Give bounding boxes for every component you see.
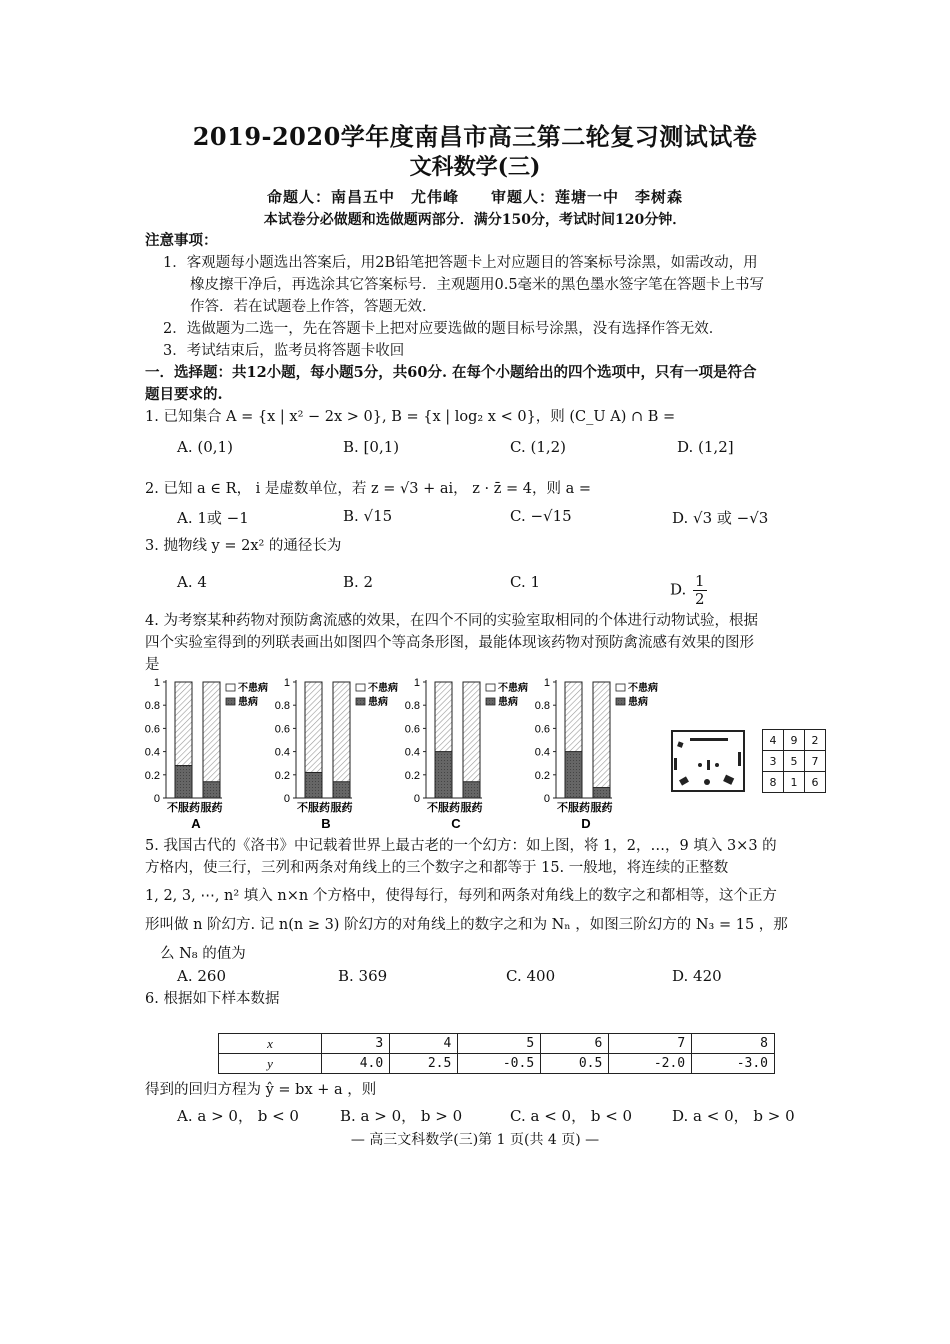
bar-sick	[435, 752, 452, 798]
q3-fraction-den: 2	[695, 590, 705, 608]
magic-square-cell: 9	[784, 730, 804, 750]
y-tick-label: 0.4	[534, 746, 550, 759]
q6-after: 得到的回归方程为 ŷ = bx + a ，则	[145, 1082, 377, 1098]
note-1-line-1: 1．客观题每小题选出答案后，用2B铅笔把答题卡上对应题目的答案标号涂黑，如需改动，用	[163, 255, 758, 271]
q6-option-b: B. a > 0， b > 0	[340, 1107, 463, 1125]
x-cell: 8	[692, 1034, 775, 1054]
y-tick-label: 1	[153, 677, 160, 689]
q6-option-d: D. a < 0， b > 0	[672, 1107, 795, 1125]
q3-stem: 3. 抛物线 y = 2x² 的通径长为	[145, 538, 342, 554]
q2-option-c: C. −√15	[510, 507, 572, 525]
chart-title: C	[451, 816, 461, 831]
y-cell: -3.0	[692, 1054, 775, 1074]
category-label: 服药	[200, 801, 223, 814]
notes-heading: 注意事项：	[145, 232, 218, 249]
magic-square-cell: 2	[805, 730, 825, 750]
y-tick-label: 0	[543, 793, 550, 805]
legend-swatch	[226, 698, 235, 705]
magic-square	[762, 729, 826, 792]
q5-line-1: 5. 我国古代的《洛书》中记载着世界上最古老的一个幻方：如上图，将 1，2，…，9 填入 3×3 的	[145, 838, 777, 854]
note-2: 2．选做题为二选一，先在答题卡上把对应要选做的题目标号涂黑，没有选择作答无效．	[163, 321, 724, 337]
page-footer: — 高三文科数学(三)第 1 页(共 4 页) —	[350, 1132, 600, 1148]
bar-sick	[305, 772, 322, 798]
q5-option-c: C. 400	[506, 967, 556, 985]
intro-line: 本试卷分必做题和选做题两部分．满分150分，考试时间120分钟．	[263, 212, 687, 228]
legend-label: 患病	[498, 697, 518, 708]
legend-swatch	[486, 698, 495, 705]
y-tick-label: 1	[413, 677, 420, 689]
y-cell: 0.5	[541, 1054, 609, 1074]
exam-title: 2019-2020学年度南昌市高三第二轮复习测试试卷	[192, 122, 758, 151]
bar-sick	[203, 782, 220, 798]
bar-sick	[175, 766, 192, 798]
q1-option-a: A. (0,1)	[177, 438, 233, 456]
legend-label: 不患病	[498, 683, 528, 694]
x-cell: 5	[458, 1034, 541, 1054]
magic-square-cell: 6	[805, 772, 825, 792]
q2-option-d: D. √3 或 −√3	[672, 509, 769, 527]
y-tick-label: 0	[413, 793, 420, 805]
bar-sick	[333, 782, 350, 798]
q3-fraction	[693, 573, 707, 608]
legend-label: 不患病	[368, 683, 398, 694]
legend-swatch	[356, 698, 365, 705]
q1-option-d: D. (1,2]	[677, 438, 734, 456]
y-cell: -2.0	[609, 1054, 692, 1074]
category-label: 不服药	[297, 801, 330, 814]
q6-stem: 6. 根据如下样本数据	[145, 991, 280, 1007]
y-cell: -0.5	[458, 1054, 541, 1074]
y-tick-label: 0.8	[404, 700, 420, 713]
chart-A	[145, 677, 268, 831]
y-tick-label: 0.4	[404, 746, 420, 759]
q5-line-3: 1, 2, 3, ⋯, n² 填入 n×n 个方格中，使得每行，每列和两条对角线上的数字之和都相等，这个正方	[145, 888, 777, 904]
table-row-y	[219, 1054, 775, 1074]
y-tick-label: 0.8	[534, 700, 550, 713]
q3-option-d	[670, 573, 707, 608]
authors-line: 命题人：南昌五中 尤伟峰 审题人：莲塘一中 李树森	[266, 188, 683, 206]
y-header: y	[219, 1054, 322, 1074]
y-tick-label: 0.6	[144, 723, 160, 736]
category-label: 不服药	[427, 801, 460, 814]
q2-option-b: B. √15	[343, 507, 393, 525]
legend-label: 患病	[628, 697, 648, 708]
q5-line-5: 么 N₈ 的值为	[160, 946, 246, 962]
section-1-line-2: 题目要求的.	[145, 386, 223, 403]
table-row-x	[219, 1034, 775, 1054]
sample-data-table	[218, 1033, 775, 1074]
y-cell: 2.5	[390, 1054, 458, 1074]
x-cell: 3	[322, 1034, 390, 1054]
q1-stem: 1. 已知集合 A = {x | x² − 2x > 0}, B = {x | log₂ x < 0}，则 (C_U A) ∩ B =	[145, 409, 676, 425]
bar-sick	[593, 788, 610, 798]
q3-option-c: C. 1	[510, 573, 541, 591]
q4-line-3: 是	[145, 657, 160, 673]
q3-option-a: A. 4	[177, 573, 207, 591]
legend-swatch	[226, 684, 235, 691]
y-tick-label: 0.4	[274, 746, 290, 759]
magic-square-cell: 3	[763, 751, 783, 771]
y-tick-label: 0.6	[274, 723, 290, 736]
q5-option-a: A. 260	[177, 967, 226, 985]
y-tick-label: 0.6	[404, 723, 420, 736]
q3-option-b: B. 2	[343, 573, 374, 591]
y-tick-label: 0	[283, 793, 290, 805]
x-cell: 6	[541, 1034, 609, 1054]
category-label: 服药	[330, 801, 353, 814]
q5-option-d: D. 420	[672, 967, 722, 985]
legend-swatch	[356, 684, 365, 691]
category-label: 不服药	[557, 801, 590, 814]
legend-label: 患病	[368, 697, 388, 708]
chart-title: A	[191, 816, 201, 831]
magic-square-cell: 7	[805, 751, 825, 771]
category-label: 服药	[590, 801, 613, 814]
q6-option-c: C. a < 0， b < 0	[510, 1107, 633, 1125]
legend-swatch	[616, 684, 625, 691]
chart-C	[405, 677, 528, 831]
q5-line-4: 形叫做 n 阶幻方. 记 n(n ≥ 3) 阶幻方的对角线上的数字之和为 Nₙ ，如图三阶幻方的 N₃ = 15 ，那	[145, 917, 788, 933]
note-1-line-3: 作答．若在试题卷上作答，答题无效．	[190, 299, 437, 315]
note-1-line-2: 橡皮擦干净后，再选涂其它答案标号．主观题用0.5毫米的黑色墨水签字笔在答题卡上书写	[190, 277, 765, 293]
q4-line-1: 4. 为考察某种药物对预防禽流感的效果，在四个不同的实验室取相同的个体进行动物试验，根据	[145, 613, 758, 629]
y-tick-label: 1	[283, 677, 290, 689]
legend-label: 患病	[238, 697, 258, 708]
y-tick-label: 0.4	[144, 746, 160, 759]
q1-option-b: B. [0,1)	[343, 438, 400, 456]
y-tick-label: 0.2	[404, 769, 420, 782]
q2-stem: 2. 已知 a ∈ R， i 是虚数单位，若 z = √3 + ai， z · z̄ = 4，则 a =	[145, 481, 591, 497]
exam-subtitle: 文科数学(三)	[409, 154, 541, 180]
q4-line-2: 四个实验室得到的列联表画出如图四个等高条形图，最能体现该药物对预防禽流感有效果的图形	[145, 635, 754, 651]
magic-square-cell: 1	[784, 772, 804, 792]
y-tick-label: 1	[543, 677, 550, 689]
y-tick-label: 0	[153, 793, 160, 805]
legend-swatch	[616, 698, 625, 705]
y-cell: 4.0	[322, 1054, 390, 1074]
q5-line-2: 方格内，使三行，三列和两条对角线上的三个数字之和都等于 15. 一般地，将连续的正整数	[145, 860, 729, 876]
x-cell: 7	[609, 1034, 692, 1054]
bar-not-sick	[333, 682, 350, 798]
luoshu-figure	[672, 731, 744, 791]
chart-D	[535, 677, 658, 831]
magic-square-cell: 5	[784, 751, 804, 771]
bar-not-sick	[203, 682, 220, 798]
q3-option-d-label: D.	[670, 580, 687, 599]
bar-not-sick	[593, 682, 610, 798]
q3-fraction-num: 1	[695, 572, 705, 590]
y-tick-label: 0.2	[144, 769, 160, 782]
y-tick-label: 0.8	[274, 700, 290, 713]
y-tick-label: 0.6	[534, 723, 550, 736]
q2-option-a: A. 1或 −1	[177, 509, 249, 527]
bar-sick	[565, 752, 582, 798]
legend-label: 不患病	[238, 683, 268, 694]
x-header: x	[219, 1034, 322, 1054]
y-tick-label: 0.8	[144, 700, 160, 713]
legend-label: 不患病	[628, 683, 658, 694]
q1-option-c: C. (1,2)	[510, 438, 567, 456]
category-label: 不服药	[167, 801, 200, 814]
chart-B	[275, 677, 398, 831]
legend-swatch	[486, 684, 495, 691]
category-label: 服药	[460, 801, 483, 814]
x-cell: 4	[390, 1034, 458, 1054]
chart-title: B	[321, 816, 331, 831]
chart-title: D	[581, 816, 591, 831]
q6-option-a: A. a > 0， b < 0	[177, 1107, 299, 1125]
bar-not-sick	[463, 682, 480, 798]
y-tick-label: 0.2	[274, 769, 290, 782]
section-1-line-1: 一．选择题：共12小题，每小题5分，共60分. 在每个小题给出的四个选项中，只有一项是符合	[145, 364, 757, 381]
q5-option-b: B. 369	[338, 967, 388, 985]
note-3: 3．考试结束后，监考员将答题卡收回	[163, 343, 405, 359]
y-tick-label: 0.2	[534, 769, 550, 782]
magic-square-cell: 8	[763, 772, 783, 792]
bar-sick	[463, 782, 480, 798]
magic-square-cell: 4	[763, 730, 783, 750]
